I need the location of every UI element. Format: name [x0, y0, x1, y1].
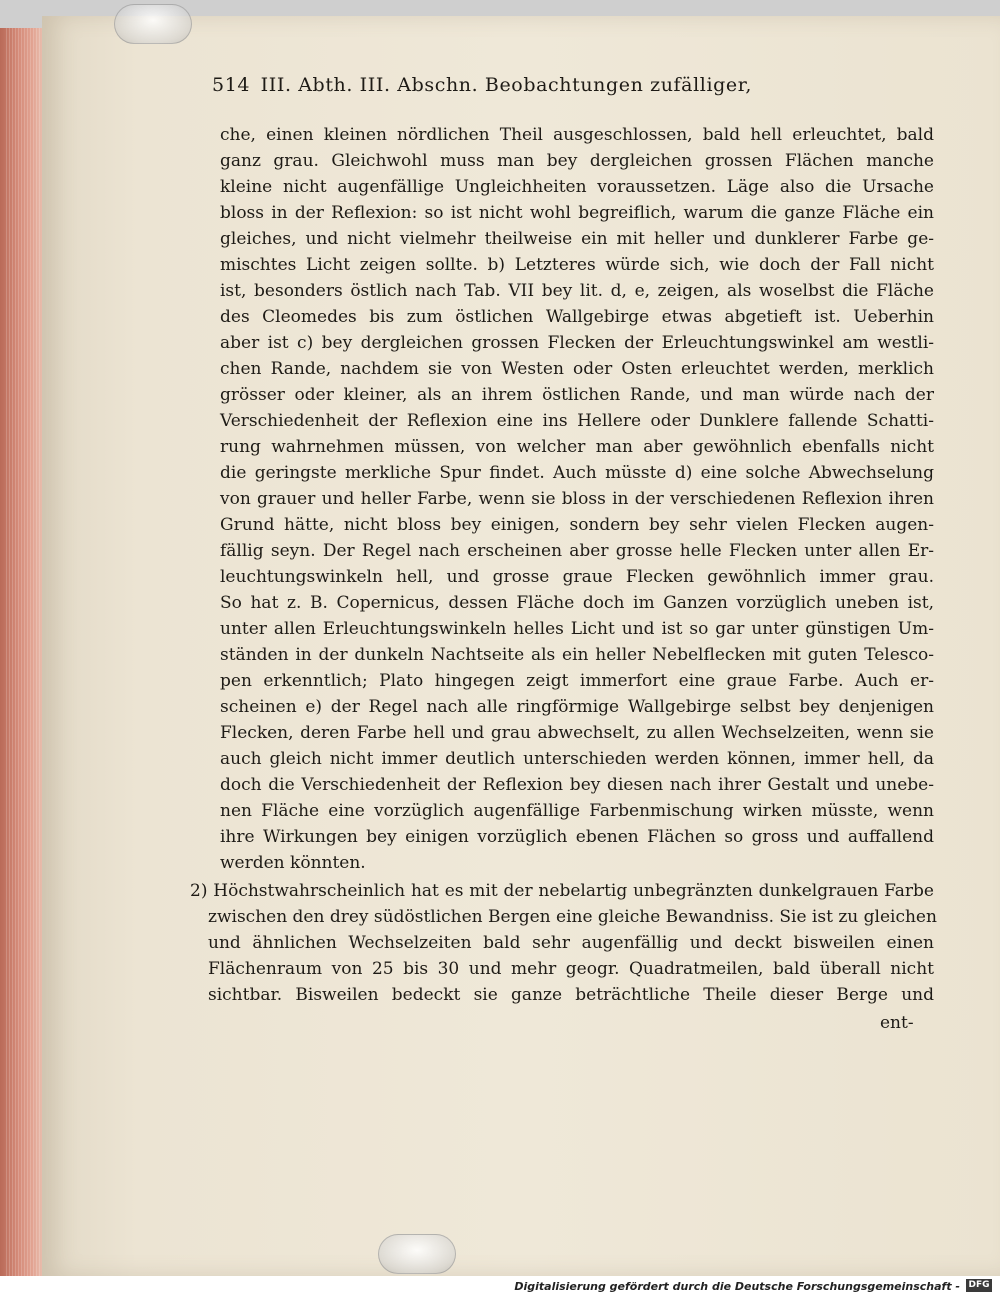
- footer-credit: Digitalisierung gefördert durch die Deutsche Forschungsgemeinschaft -: [514, 1280, 960, 1293]
- body-line: nen Fläche eine vorzüglich augenfällige Farbenmischung wirken müsste, wenn: [220, 801, 934, 821]
- body-line: So hat z. B. Copernicus, dessen Fläche doch im Ganzen vorzüglich uneben ist,: [220, 593, 934, 613]
- body-line: Verschiedenheit der Reflexion eine ins Hellere oder Dunklere fallende Schatti-: [220, 411, 934, 431]
- body-line: scheinen e) der Regel nach alle ringförmige Wallgebirge selbst bey denjenigen: [220, 697, 934, 717]
- digitization-footer: [0, 1276, 1000, 1297]
- body-line: ihre Wirkungen bey einigen vorzüglich ebenen Flächen so gross und auffallend: [220, 827, 934, 847]
- item-2-line: sichtbar. Bisweilen bedeckt sie ganze beträchtliche Theile dieser Berge und: [208, 985, 934, 1005]
- body-line: che, einen kleinen nördlichen Theil ausgeschlossen, bald hell erleuchtet, bald: [220, 125, 934, 145]
- item-2-line: Flächenraum von 25 bis 30 und mehr geogr. Quadratmeilen, bald überall nicht: [208, 959, 934, 979]
- body-line: auch gleich nicht immer deutlich unterschieden werden können, immer hell, da: [220, 749, 934, 769]
- body-line: des Cleomedes bis zum östlichen Wallgebirge etwas abgetieft ist. Ueberhin: [220, 307, 934, 327]
- item-2-line: 2) Höchstwahrscheinlich hat es mit der nebelartig unbegränzten dunkelgrauen Farbe: [190, 881, 934, 901]
- body-line: Flecken, deren Farbe hell und grau abwechselt, zu allen Wechselzeiten, wenn sie: [220, 723, 934, 743]
- body-line: doch die Verschiedenheit der Reflexion bey diesen nach ihrer Gestalt und unebe-: [220, 775, 934, 795]
- body-line: rung wahrnehmen müssen, von welcher man aber gewöhnlich ebenfalls nicht: [220, 437, 934, 457]
- body-line: leuchtungswinkeln hell, und grosse graue Flecken gewöhnlich immer grau.: [220, 567, 934, 587]
- body-line: von grauer und heller Farbe, wenn sie bloss in der verschiedenen Reflexion ihren: [220, 489, 934, 509]
- body-line: ständen in der dunkeln Nachtseite als ein heller Nebelflecken mit guten Telesco-: [220, 645, 934, 665]
- body-line: grösser oder kleiner, als an ihrem östlichen Rande, und man würde nach der: [220, 385, 934, 405]
- page-clip-bottom: [378, 1234, 456, 1274]
- body-line: pen erkenntlich; Plato hingegen zeigt immerfort eine graue Farbe. Auch er-: [220, 671, 934, 691]
- body-line: kleine nicht augenfällige Ungleichheiten voraussetzen. Läge also die Ursache: [220, 177, 934, 197]
- running-head-title: III. Abth. III. Abschn. Beobachtungen zufälliger,: [260, 74, 752, 96]
- body-line: bloss in der Reflexion: so ist nicht wohl begreiflich, warum die ganze Fläche ein: [220, 203, 934, 223]
- body-line: werden könnten.: [220, 853, 366, 873]
- page-clip-top: [114, 4, 192, 44]
- body-line: gleiches, und nicht vielmehr theilweise ein mit heller und dunklerer Farbe ge-: [220, 229, 934, 249]
- catchword: ent-: [880, 1013, 914, 1033]
- item-2-line: und ähnlichen Wechselzeiten bald sehr augenfällig und deckt bisweilen einen: [208, 933, 934, 953]
- running-head: [212, 74, 912, 96]
- page-number: 514: [212, 74, 251, 96]
- dfg-logo: DFG: [966, 1279, 992, 1292]
- body-line: mischtes Licht zeigen sollte. b) Letzteres würde sich, wie doch der Fall nicht: [220, 255, 934, 275]
- page-stack-edge: [0, 28, 45, 1276]
- body-line: fällig seyn. Der Regel nach erscheinen aber grosse helle Flecken unter allen Er-: [220, 541, 934, 561]
- body-line: Grund hätte, nicht bloss bey einigen, sondern bey sehr vielen Flecken augen-: [220, 515, 934, 535]
- body-line: unter allen Erleuchtungswinkeln helles Licht und ist so gar unter günstigen Um-: [220, 619, 934, 639]
- body-line: chen Rande, nachdem sie von Westen oder Osten erleuchtet werden, merklich: [220, 359, 934, 379]
- body-line: ist, besonders östlich nach Tab. VII bey lit. d, e, zeigen, als woselbst die Fläche: [220, 281, 934, 301]
- body-line: ganz grau. Gleichwohl muss man bey dergleichen grossen Flächen manche: [220, 151, 934, 171]
- body-line: die geringste merkliche Spur findet. Auch müsste d) eine solche Abwechselung: [220, 463, 934, 483]
- item-2-line: zwischen den drey südöstlichen Bergen eine gleiche Bewandniss. Sie ist zu gleichen: [208, 907, 937, 927]
- body-line: aber ist c) bey dergleichen grossen Flecken der Erleuchtungswinkel am westli-: [220, 333, 934, 353]
